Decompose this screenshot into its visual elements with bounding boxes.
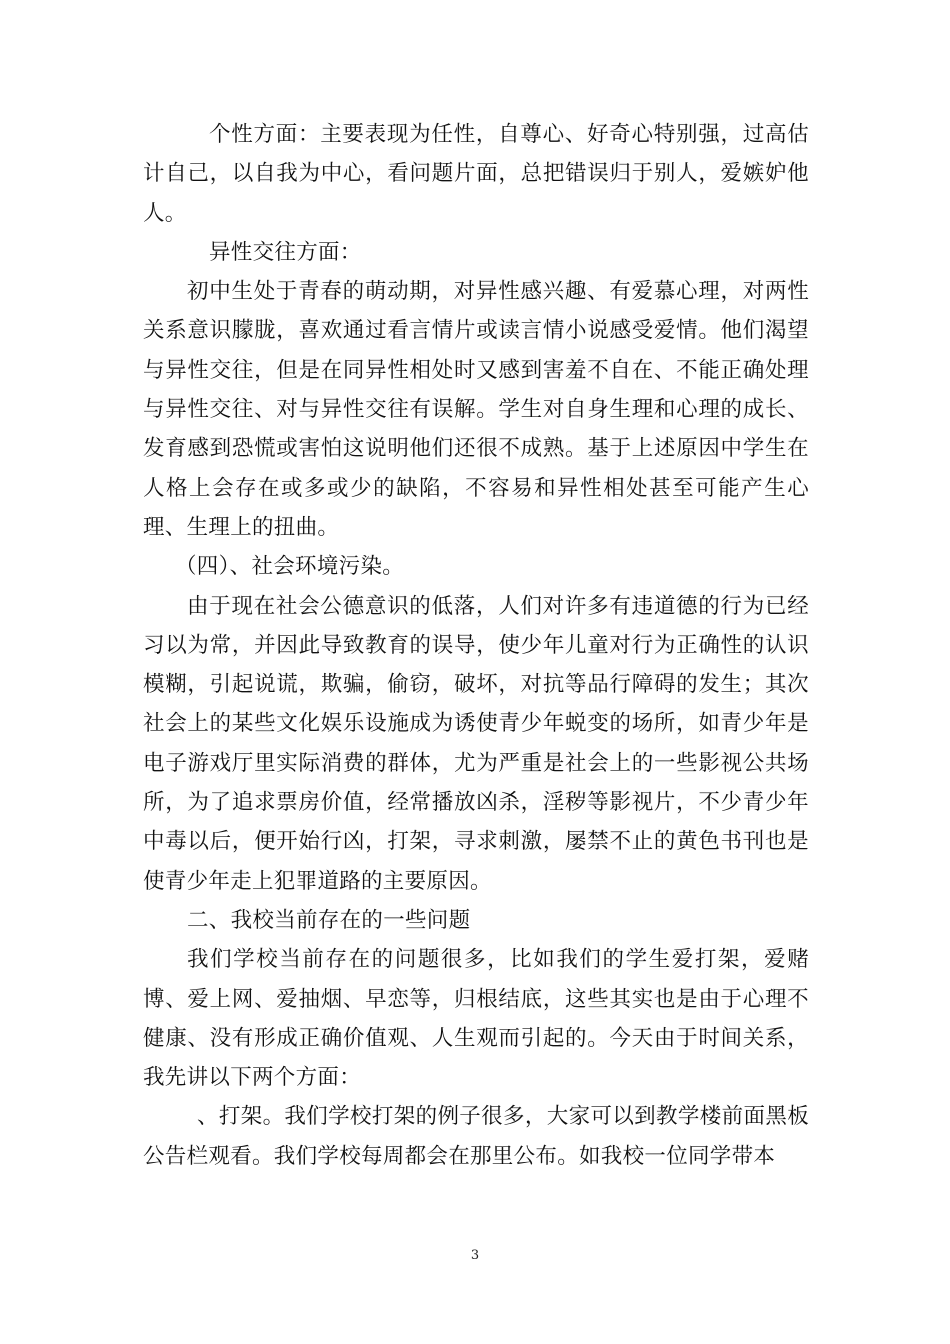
page-number: 3 [470, 1248, 480, 1263]
paragraph-social-environment: 由于现在社会公德意识的低落，人们对许多有违道德的行为已经习以为常，并因此导致教育的误导，使少年儿童对行为正确性的认识模糊，引起说谎，欺骗，偷窃，破坏，对抗等品行障碍的发生；其次社会上的某些文化娱乐设施成为诱使青少年蜕变的场所，如青少年是电子游戏厅里实际消费的群体，尤为严重是社会上的一些影视公共场所，为了追求票房价值，经常播放凶杀，淫秽等影视片，不少青少年中毒以后，便开始行凶，打架，寻求刺激，屡禁不止的黄色书刊也是使青少年走上犯罪道路的主要原因。 [143, 593, 809, 894]
paragraph-personality: 个性方面：主要表现为任性，自尊心、好奇心特别强，过高估计自己，以自我为中心，看问题片面，总把错误归于别人，爱嫉妒他人。 [143, 122, 809, 226]
heading-school-problems: 二、我校当前存在的一些问题 [187, 907, 471, 933]
paragraph-school-problems: 我们学校当前存在的问题很多，比如我们的学生爱打架，爱赌博、爱上网、爱抽烟、早恋等，归根结底，这些其实也是由于心理不健康、没有形成正确价值观、人生观而引起的。今天由于时间关系，我先讲以下两个方面： [143, 947, 809, 1091]
heading-social-environment: （四）、社会环境污染。 [175, 554, 405, 580]
document-body [143, 115, 809, 1176]
paragraph-fighting: 、打架。我们学校打架的例子很多，大家可以到教学楼前面黑板公告栏观看。我们学校每周都会在那里公布。如我校一位同学带本 [143, 1104, 809, 1169]
paragraph-opposite-sex-interaction: 初中生处于青春的萌动期，对异性感兴趣、有爱慕心理，对两性关系意识朦胧，喜欢通过看言情片或读言情小说感受爱情。他们渴望与异性交往，但是在同异性相处时又感到害羞不自在、不能正确处理与异性交往、对与异性交往有误解。学生对自身生理和心理的成长、发育感到恐慌或害怕这说明他们还很不成熟。基于上述原因中学生在人格上会存在或多或少的缺陷，不容易和异性相处甚至可能产生心理、生理上的扭曲。 [143, 279, 809, 540]
heading-opposite-sex-interaction: 异性交往方面： [209, 239, 362, 265]
